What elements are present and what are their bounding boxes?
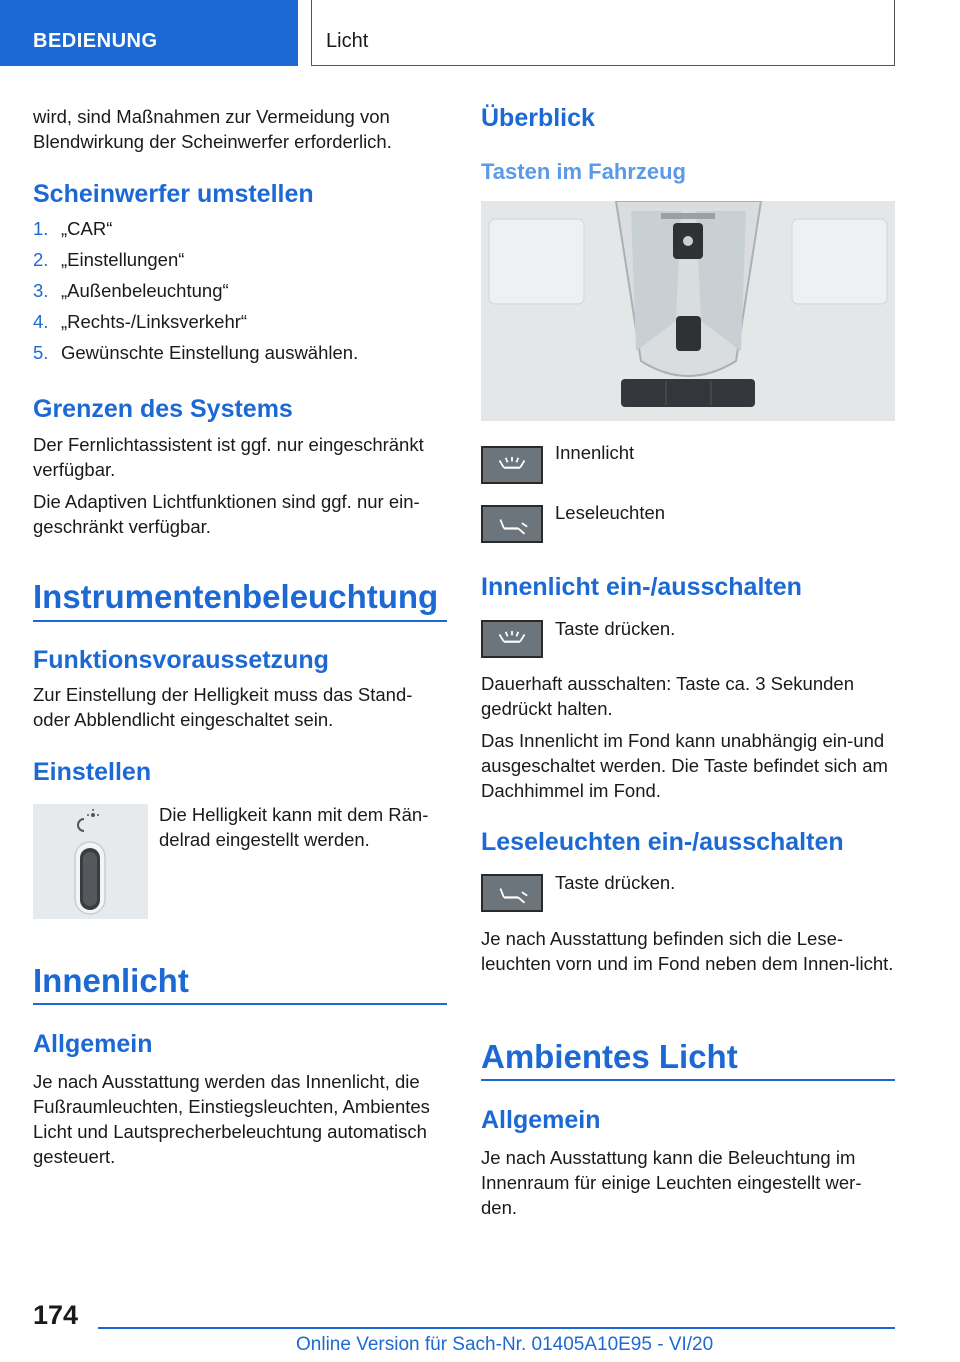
lese-switch-icon-text: Taste drücken. (555, 872, 676, 893)
reading-light-icon (481, 505, 543, 543)
instrument-heading: Instrumentenbeleuchtung (33, 578, 439, 615)
ambient-allgemein-heading: Allgemein (481, 1106, 601, 1134)
legend-label-leseleuchten: Leseleuchten (555, 502, 666, 523)
list-item: 2. „Einstellungen“ (33, 249, 185, 270)
scheinwerfer-heading: Scheinwerfer umstellen (33, 180, 314, 208)
ueberblick-heading: Überblick (481, 104, 595, 132)
interior-light-icon (481, 620, 543, 658)
chapter-title: Licht (311, 0, 895, 66)
allgemein-heading: Allgemein (33, 1030, 153, 1058)
ambient-heading: Ambientes Licht (481, 1038, 738, 1075)
footer-text: Online Version für Sach-Nr. 01405A10E95 - VI/20 (296, 1334, 714, 1355)
innen-switch-text-1: Dauerhaft ausschalten: Taste ca. 3 Sekunden gedrückt halten. (481, 673, 854, 719)
legend-label-innenlicht: Innenlicht (555, 442, 635, 463)
einstellen-heading: Einstellen (33, 758, 152, 786)
page-number: 174 (33, 1300, 79, 1330)
funktion-heading: Funktionsvoraussetzung (33, 646, 329, 674)
grenzen-text-2: Die Adaptiven Lichtfunktionen sind ggf. nur ein‐geschränkt verfügbar. (33, 491, 420, 537)
reading-light-icon (481, 874, 543, 912)
allgemein-text: Je nach Ausstattung werden das Innenlicht, die Fußraumleuchten, Einstiegsleuchten, Ambientes Licht und Lautsprecherbeleuchtung automatisch gesteuert. (33, 1071, 430, 1167)
ambient-allgemein-text: Je nach Ausstattung kann die Beleuchtung im Innenraum für einige Leuchten eingestellt wer‐den. (481, 1147, 862, 1218)
innen-switch-heading: Innenlicht ein-/ausschalten (481, 573, 802, 601)
section-rule (481, 1079, 895, 1081)
einstellen-text: Die Helligkeit kann mit dem Rän‐delrad eingestellt werden. (159, 804, 429, 850)
dimmer-wheel-icon (33, 804, 148, 919)
grenzen-heading: Grenzen des Systems (33, 395, 293, 423)
overhead-console-image (481, 201, 895, 421)
funktion-text: Zur Einstellung der Helligkeit muss das Stand‐oder Abblendlicht eingeschaltet sein. (33, 684, 413, 730)
tasten-heading: Tasten im Fahrzeug (481, 159, 686, 184)
lese-switch-text-1: Je nach Ausstattung befinden sich die Lese‐leuchten vorn und im Fond neben dem Innen‐licht. (481, 928, 894, 974)
footer-rule (98, 1327, 895, 1329)
list-item: 5. Gewünschte Einstellung auswählen. (33, 342, 359, 363)
list-item: 3. „Außenbeleuchtung“ (33, 280, 229, 301)
innen-switch-icon-text: Taste drücken. (555, 618, 676, 639)
list-item: 4. „Rechts-/Linksverkehr“ (33, 311, 248, 332)
grenzen-text-1: Der Fernlichtassistent ist ggf. nur eingeschränkt verfügbar. (33, 434, 424, 480)
list-item: 1. „CAR“ (33, 218, 113, 239)
innenlicht-heading: Innenlicht (33, 962, 189, 999)
dimmer-wheel-image (33, 804, 148, 919)
overhead-console-icon (481, 201, 895, 421)
section-tab: BEDIENUNG (0, 0, 298, 66)
section-rule (33, 620, 447, 622)
section-rule (33, 1003, 447, 1005)
steps-list (33, 213, 447, 368)
intro-text: wird, sind Maßnahmen zur Vermeidung von Blendwirkung der Scheinwerfer erforderlich. (33, 106, 392, 152)
interior-light-icon (481, 446, 543, 484)
innen-switch-text-2: Das Innenlicht im Fond kann unabhängig ein‐und ausgeschaltet werden. Die Taste befindet sich am Dachhimmel im Fond. (481, 730, 888, 801)
lese-switch-heading: Leseleuchten ein-/ausschalten (481, 828, 844, 856)
